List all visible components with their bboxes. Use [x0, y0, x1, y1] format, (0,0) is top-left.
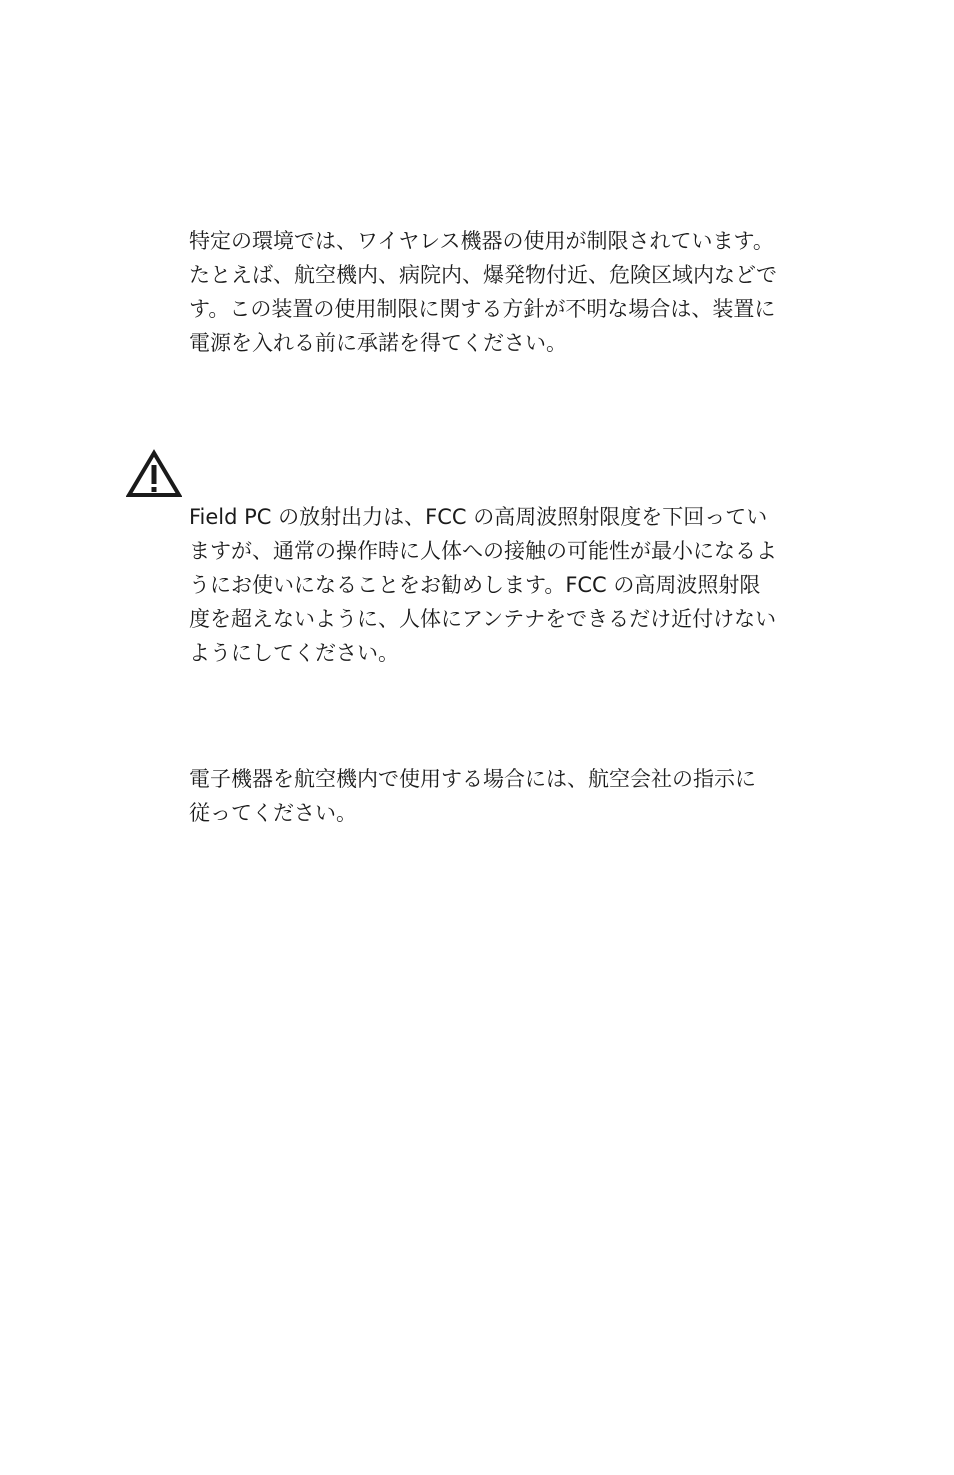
paragraph-line: す。この装置の使用制限に関する方針が不明な場合は、装置に — [189, 297, 776, 321]
paragraph-line: 電源を入れる前に承諾を得てください。 — [189, 331, 567, 355]
paragraph-line: Field PC の放射出力は、FCC の高周波照射限度を下回ってい — [189, 505, 768, 529]
paragraph-aircraft-use — [189, 762, 839, 830]
paragraph-rf-exposure — [189, 500, 839, 670]
paragraph-line: たとえば、航空機内、病院内、爆発物付近、危険区域内などで — [189, 263, 777, 287]
paragraph-wireless-restrictions — [189, 224, 839, 360]
paragraph-line: ますが、通常の操作時に人体への接触の可能性が最小になるよ — [189, 539, 777, 563]
paragraph-line: 特定の環境では、ワイヤレス機器の使用が制限されています。 — [189, 229, 774, 253]
warning-triangle-icon — [126, 449, 182, 499]
paragraph-line: ようにしてください。 — [189, 641, 399, 665]
paragraph-line: 度を超えないように、人体にアンテナをできるだけ近付けない — [189, 607, 777, 631]
paragraph-line: 電子機器を航空機内で使用する場合には、航空会社の指示に — [189, 767, 756, 791]
paragraph-line: うにお使いになることをお勧めします。FCC の高周波照射限 — [189, 573, 761, 597]
paragraph-line: 従ってください。 — [189, 801, 357, 825]
